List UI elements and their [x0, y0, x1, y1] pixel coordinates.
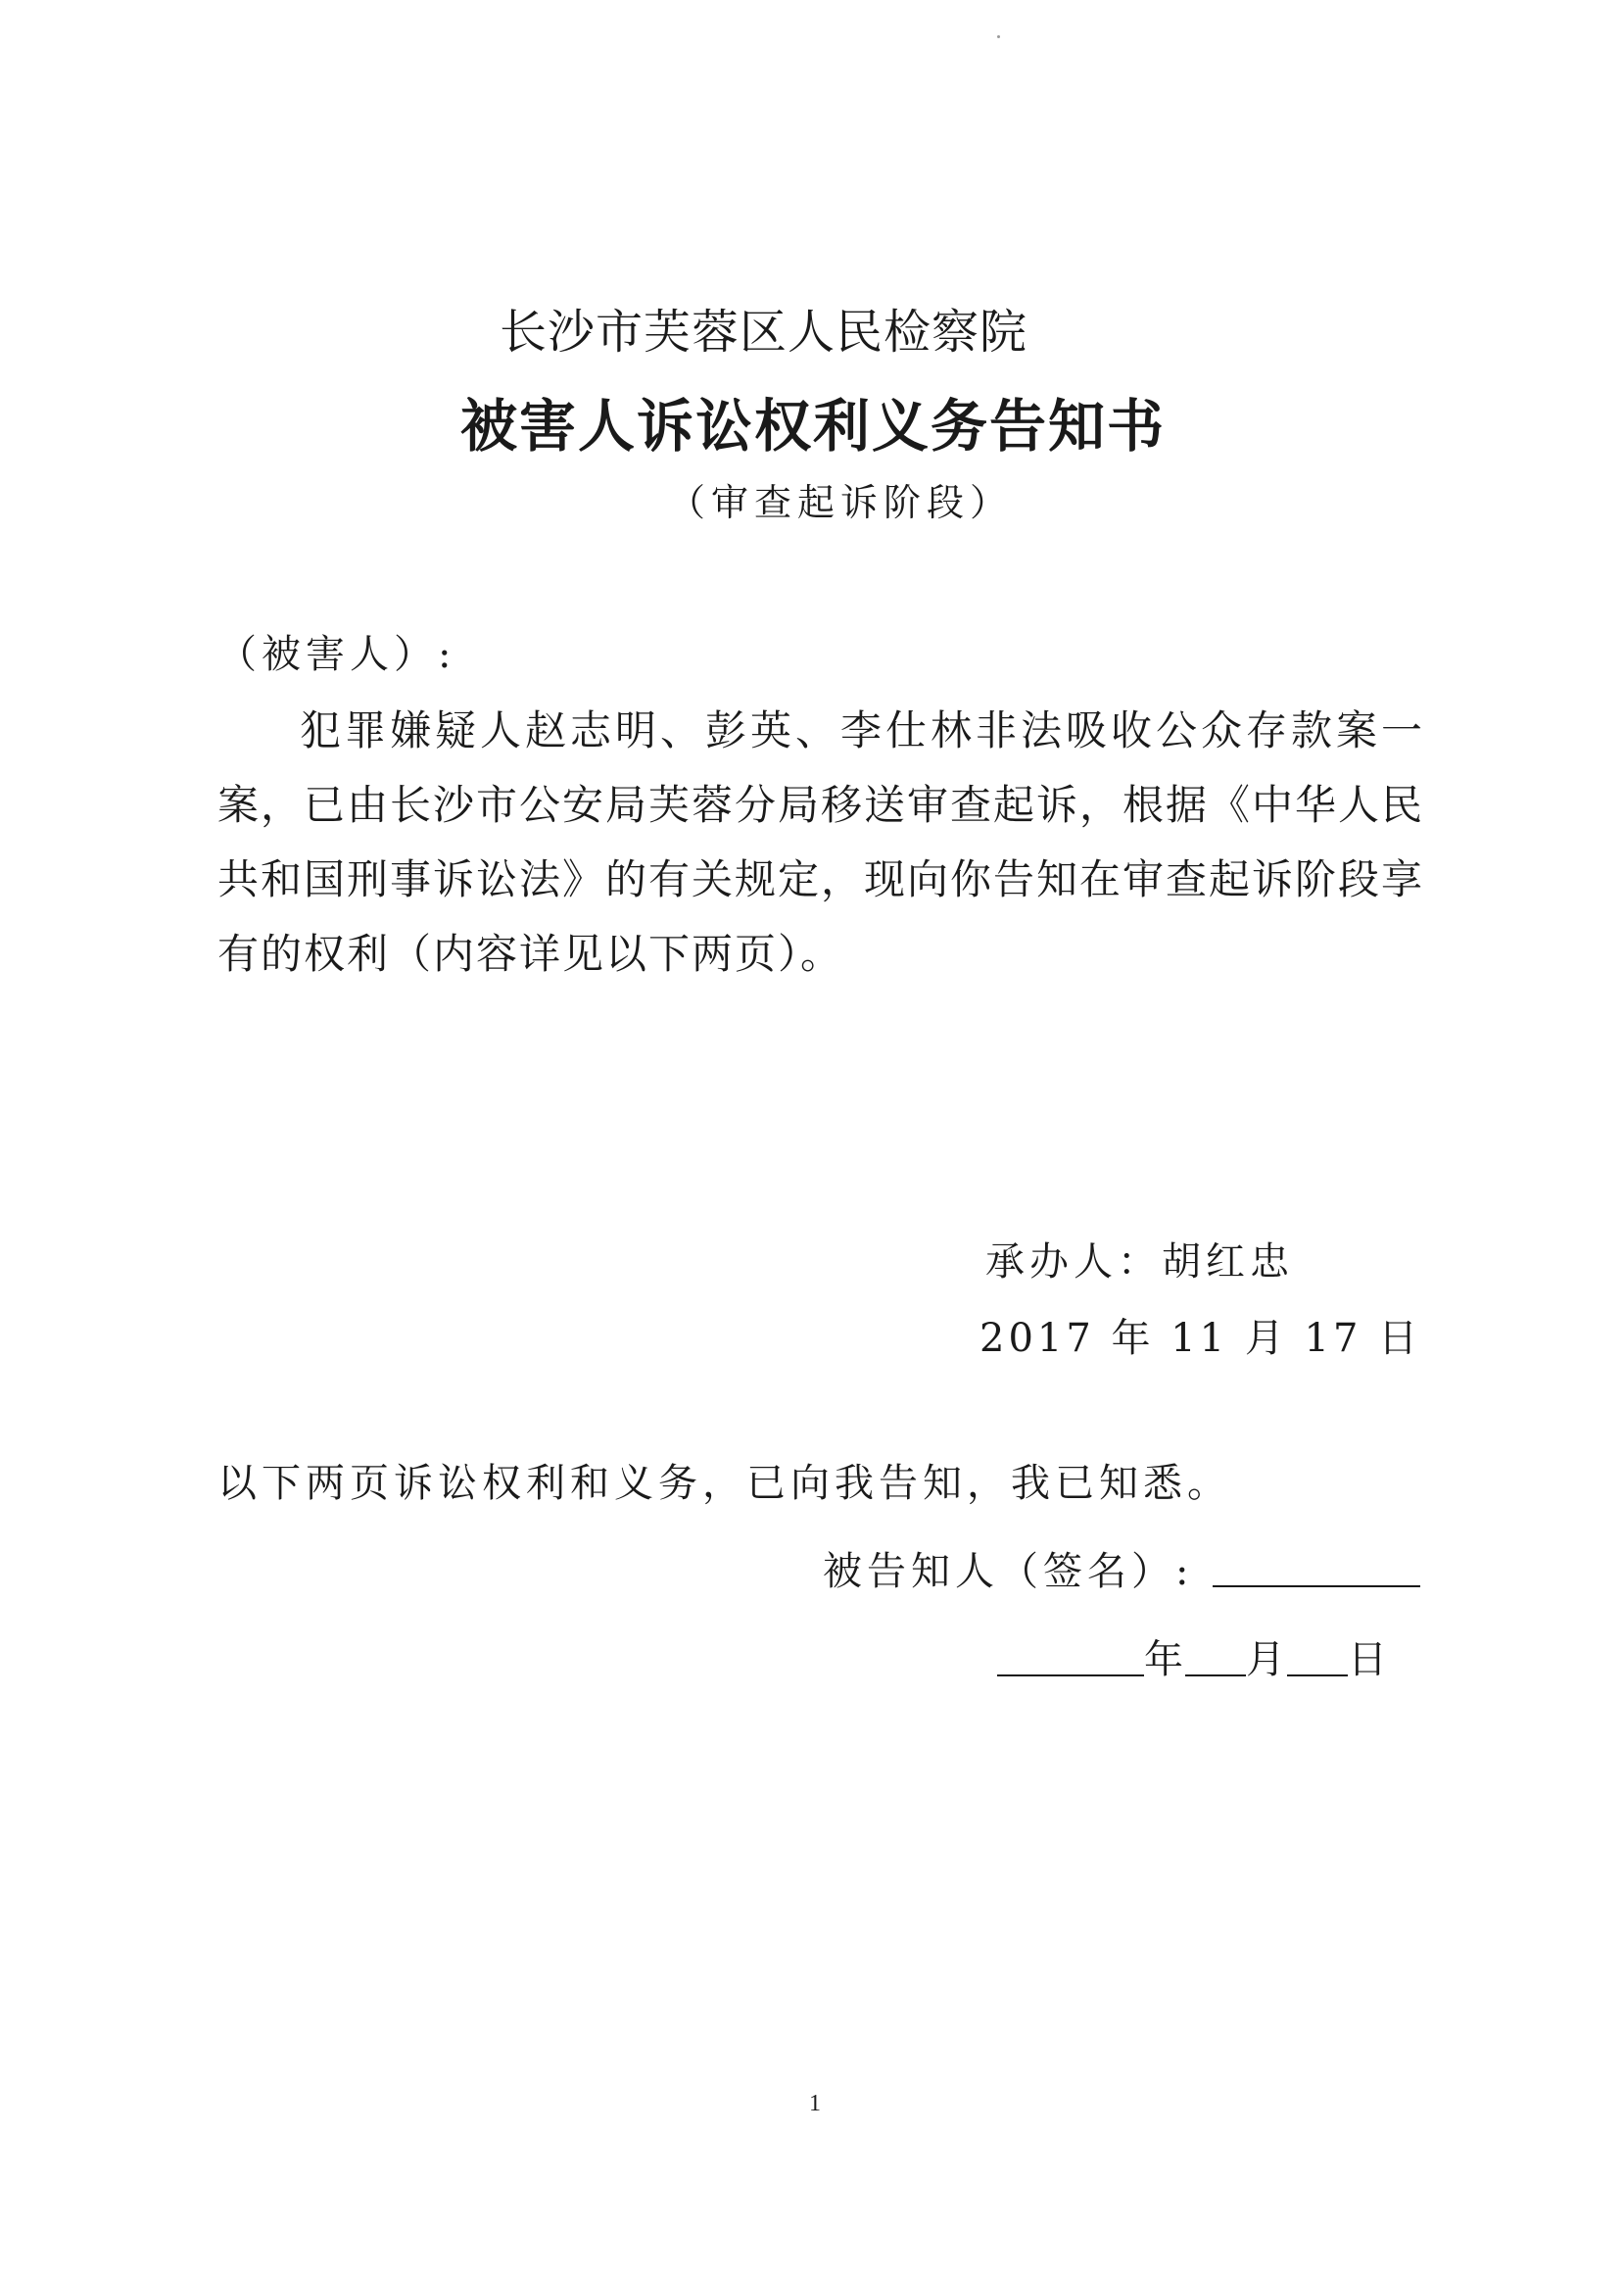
addressee: （被害人）: [217, 632, 456, 677]
sign-date-row [997, 1628, 1389, 1684]
day-label: 日 [1348, 1637, 1389, 1682]
signature-blank-line [1213, 1585, 1420, 1587]
document-subtitle: （审查起诉阶段） [668, 481, 1014, 524]
year-blank-line [997, 1674, 1144, 1676]
year-label: 年 [1144, 1637, 1185, 1682]
scan-speck [997, 35, 1000, 38]
document-title: 被害人诉讼权利义务告知书 [460, 393, 1167, 460]
handler-line: 承办人：胡红忠 [985, 1239, 1294, 1285]
issue-date: 2017 年 11 月 17 日 [979, 1316, 1422, 1361]
acknowledgement-text: 以下两页诉讼权利和义务，已向我告知，我已知悉。 [217, 1461, 1231, 1506]
month-label: 月 [1246, 1637, 1287, 1682]
notice-paragraph: 犯罪嫌疑人赵志明、彭英、李仕林非法吸收公众存款案一案，已由长沙市公安局芙蓉分局移送审查起诉，根据《中华人民共和国刑事诉讼法》的有关规定，现向你告知在审查起诉阶段享有的权利（内容详见以下两页）。 [217, 706, 1425, 978]
page-number: 1 [809, 2091, 821, 2116]
month-blank-line [1185, 1674, 1246, 1676]
agency-name: 长沙市芙蓉区人民检察院 [500, 305, 1028, 360]
day-blank-line [1287, 1674, 1348, 1676]
signer-label: 被告知人（签名）: [823, 1549, 1194, 1594]
